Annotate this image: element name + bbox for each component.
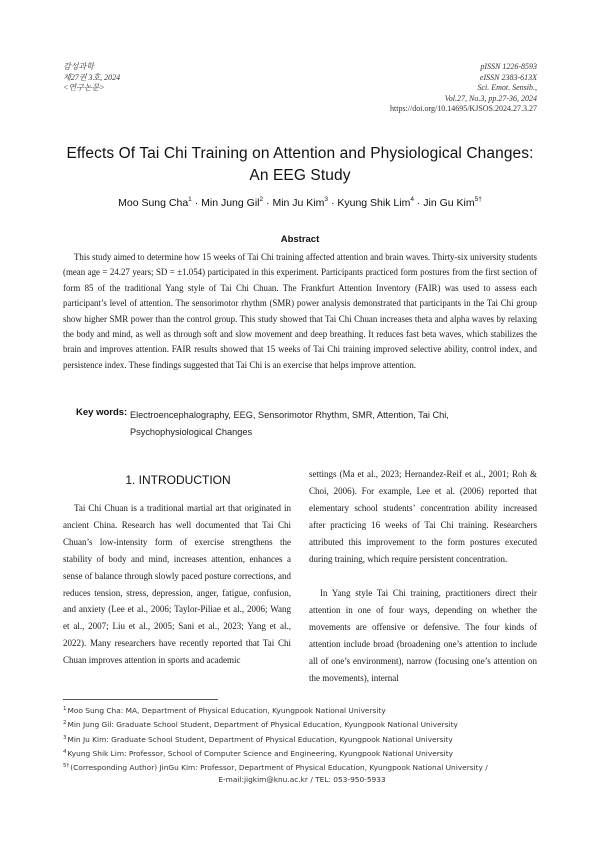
author-separator: · (266, 197, 273, 209)
keywords-text: Electroencephalography, EEG, Sensorimotor Rhythm, SMR, Attention, Tai Chi, Psychophysiological Changes (130, 410, 449, 437)
author-mark: 5† (474, 196, 482, 203)
author-name: Moo Sung Cha (118, 197, 189, 209)
footnote-text: Moo Sung Cha: MA, Department of Physical Education, Kyungpook National University (67, 706, 386, 715)
keywords-label: Key words: (76, 407, 128, 418)
footnote-mark: 5† (63, 763, 70, 770)
author-name: Jin Gu Kim (423, 197, 475, 209)
footnote-text: (Corresponding Author) JinGu Kim: Professor, Department of Physical Education, Kyungpook National University / (70, 763, 488, 773)
footnote-mark: 4 (63, 748, 67, 755)
footnote-mark: 1 (63, 706, 67, 712)
footnote-item (63, 760, 541, 774)
doi-link[interactable]: https://doi.org/10.14695/KJSOS.2024.27.3.27 (390, 104, 537, 113)
footnote-contact: E-mail:jigkim@knu.ac.kr / TEL: 053-950-5933 (218, 775, 386, 785)
pissn: pISSN 1226-8593 (480, 62, 537, 71)
footnotes (63, 703, 541, 787)
author-mark: 1 (188, 196, 192, 203)
footnote-text: Min Jung Gil: Graduate School Student, Department of Physical Education, Kyungpook National University (67, 720, 458, 730)
author-mark: 2 (259, 196, 264, 203)
footnote-item (63, 703, 541, 717)
eissn: eISSN 2383-613X (479, 72, 537, 82)
footnote-mark: 3 (63, 734, 67, 741)
author-name: Min Ju Kim (272, 197, 325, 209)
author-mark: 4 (410, 196, 414, 203)
footnote-item (63, 746, 541, 760)
author-separator: · (416, 197, 424, 209)
journal-header-korean (63, 62, 120, 94)
author-separator: · (330, 197, 338, 209)
footnote-divider (63, 699, 218, 700)
abstract-heading: Abstract (280, 234, 320, 245)
journal-header-english (390, 62, 537, 115)
footnote-item (63, 732, 541, 746)
intro-paragraph-left: Tai Chi Chuan is a traditional martial art that originated in ancient China. Research has well documented that Tai Chi Chuan’s low-intensity form of exercise strengthens the stability of body and mind, increases attention, enhances a sense of balance through slowly paced posture corrections, and reduces tension, stress, depression, anger, fatigue, confusion, and anxiety (Lee et al., 2006; Taylor-Piliae et al., 2006; Wang et al., 2007; Liu et al., 2005; Sani et al., 2023; Yang et al., 2022). Many researchers have recently reported that Tai Chi Chuan improves attention in sports and academic (63, 503, 291, 666)
footnote-text: Min Ju Kim: Graduate School Student, Department of Physical Education, Kyungpook National University (67, 734, 453, 744)
journal-name-english: Sci. Emot. Sensib., (477, 83, 537, 92)
paper-title-line-1: Effects Of Tai Chi Training on Attention and Physiological Changes: (66, 145, 534, 162)
footnote-text: Kyung Shik Lim: Professor, School of Computer Science and Engineering, Kyungpook National University (67, 748, 453, 758)
author-separator: · (194, 197, 202, 209)
author-name: Kyung Shik Lim (337, 197, 411, 209)
author-name: Min Jung Gil (201, 197, 260, 209)
journal-volume-english: Vol.27, No.3, pp.27-36, 2024 (444, 93, 537, 103)
author-mark: 3 (324, 196, 329, 203)
journal-name-korean: 감성과학 (63, 62, 94, 71)
footnote-item (63, 717, 541, 731)
paper-title-line-2: An EEG Study (249, 167, 351, 184)
intro-paragraph-right-1: settings (Ma et al., 2023; Hernandez-Reif et al., 2001; Roh & Choi, 2006). For example, Lee et al. (2006) reported that elementary school students’ concentration ability increased after practicing 16 weeks of Tai Chi training. Researchers attributed this improvement to the form postures executed during training, which require persistent concentration. (309, 469, 537, 564)
author-list (40, 196, 560, 209)
paper-title (40, 143, 560, 187)
article-type-korean: <연구논문> (63, 83, 105, 92)
section-heading-introduction: 1. INTRODUCTION (125, 473, 231, 487)
intro-paragraph-right-2: In Yang style Tai Chi training, practitioners direct their attention in one of four ways, depending on whether the movements are offensive or defensive. The four kinds of attention include broad (broadening one’s attention to include all of one’s environment), narrow (focusing one’s attention on the movements), internal (309, 588, 537, 683)
abstract-text: This study aimed to determine how 15 weeks of Tai Chi training affected attention and brain waves. Thirty-six university students (mean age = 24.27 years; SD = ±1.054) participated in this experiment. Participants practiced form postures from the first section of form 85 of the traditional Yang style of Tai Chi Chuan. The Frankfurt Attention Inventory (FAIR) was used to assess each participant’s level of attention. The sensorimotor rhythm (SMR) power analysis demonstrated that participants in the Tai Chi group show higher SMR power than the control group. This study showed that Tai Chi Chuan increases theta and alpha waves by relaxing the body and mind, as well as through soft and slow movement and deep breathing. It reduces fast beta waves, which stabilizes the brain and improves attention. FAIR results showed that 15 weeks of Tai Chi training improved selective ability, control index, and persistence index. These findings suggested that Tai Chi is an exercise that helps improve attention. (63, 252, 537, 370)
footnote-mark: 2 (63, 720, 67, 727)
journal-volume-korean: 제27권 3호, 2024 (63, 72, 121, 82)
